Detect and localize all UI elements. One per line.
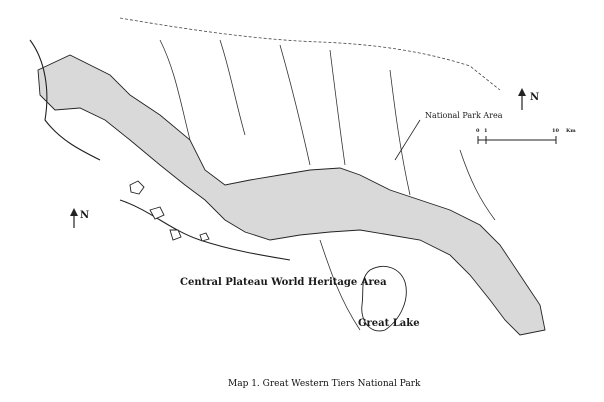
lake-west-2 [150, 207, 164, 219]
scale-tick-1: 1 [484, 128, 488, 134]
great-lake-label: Great Lake [358, 318, 420, 329]
national-park-area-label: National Park Area [425, 111, 503, 120]
river-3 [280, 45, 310, 165]
highway-road [120, 18, 500, 90]
scale-tick-10: 10 [552, 128, 559, 134]
scale-bar [476, 128, 576, 144]
map-caption: Map 1. Great Western Tiers National Park [228, 379, 421, 389]
lake-west-4 [200, 233, 209, 241]
river-5 [390, 70, 410, 195]
national-park-area-pointer [395, 120, 420, 160]
north-arrow-icon [518, 88, 539, 110]
scale-tick-0: 0 [476, 128, 480, 134]
north-label-left: N [80, 210, 90, 221]
river-4 [330, 50, 345, 165]
north-label: N [530, 92, 540, 103]
river-6 [460, 150, 495, 220]
north-arrow-icon-left [70, 208, 89, 228]
lake-west-1 [130, 181, 144, 194]
river-2 [220, 40, 245, 135]
scale-unit: Km [566, 128, 576, 134]
central-plateau-label: Central Plateau World Heritage Area [180, 277, 387, 288]
national-park-area [38, 55, 545, 335]
